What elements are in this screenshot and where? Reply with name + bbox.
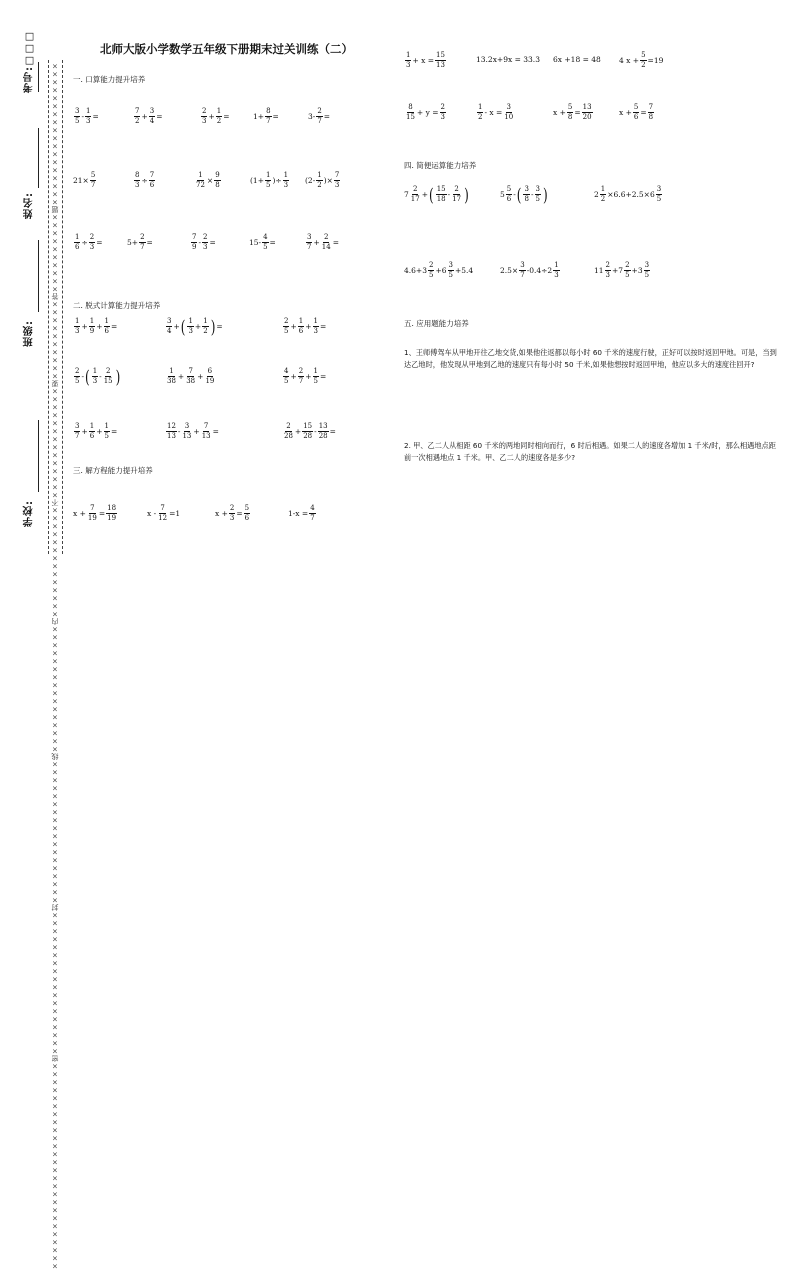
calc-6: $\frac{4}{5}$ + $\frac{2}{7}$ + $\frac{1}{5}$ = [284, 367, 327, 385]
simple-6: 11 $\frac{2}{3}$ +7 $\frac{2}{5}$ +3 $\frac{3}{5}$ [594, 261, 650, 279]
calc-4: $\frac{2}{5}$ - ( $\frac{1}{3}$ - $\frac{2}{15}$ ) [75, 366, 121, 387]
exam-no-line [38, 62, 39, 92]
seal-border-left [48, 60, 49, 554]
equation-4: 1-x = $\frac{4}{7}$ [288, 504, 315, 522]
oral-8: $\frac{1}{72}$ × $\frac{9}{8}$ [196, 171, 220, 189]
equation-6: 13.2x+9x = 33.3 [476, 55, 540, 64]
class-line [38, 240, 39, 312]
section-2-heading: 二. 脱式计算能力提升培养 [73, 301, 161, 310]
name-label: 姓名: [24, 192, 35, 219]
section-1-heading: 一. 口算能力提升培养 [73, 75, 146, 84]
equation-11: x + $\frac{5}{8}$ = $\frac{13}{20}$ [553, 103, 592, 121]
simple-2: 5 $\frac{5}{6}$ - ( $\frac{3}{8}$ - $\frac{3}{5}$ ) [500, 184, 548, 205]
oral-11: $\frac{1}{6}$ ÷ $\frac{2}{3}$ = [75, 233, 103, 251]
simple-4: 4.6+3 $\frac{2}{5}$ +6 $\frac{3}{5}$ +5.4 [404, 261, 474, 279]
oral-1: $\frac{3}{5}$ - $\frac{1}{3}$ = [75, 107, 99, 125]
equation-10: $\frac{1}{2}$ - x = $\frac{3}{10}$ [478, 103, 514, 121]
word-problem-2: 2. 甲、乙二人从相距 60 千米的两地同时相向而行，6 时后相遇。如果二人的速度各增加 1 千米/时，那么相遇地点距前一次相遇地点 1 千米。甲、乙二人的速度各是多少? [404, 441, 776, 462]
school-line [38, 420, 39, 492]
equation-1: x + $\frac{7}{19}$ = $\frac{18}{19}$ [73, 504, 117, 522]
oral-5: 3- $\frac{2}{7}$ = [308, 107, 331, 125]
simple-5: 2.5× $\frac{3}{7}$ -0.4÷2 $\frac{1}{3}$ [500, 261, 559, 279]
equation-2: x - $\frac{7}{12}$ =1 [147, 504, 181, 522]
equation-9: $\frac{8}{15}$ + y = $\frac{2}{3}$ [406, 103, 445, 121]
simple-1: 7 $\frac{2}{17}$ + ( $\frac{15}{18}$ - $\frac{2}{17}$ ) [404, 184, 469, 205]
calc-9: $\frac{2}{28}$ + $\frac{15}{28}$ - $\frac{13}{28}$ = [284, 422, 336, 440]
calc-7: $\frac{3}{7}$ + $\frac{1}{6}$ + $\frac{1}{5}$ = [75, 422, 118, 440]
section-5-heading: 五. 应用题能力培养 [404, 319, 469, 328]
word-problem-1: 1、王师傅驾车从甲地开往乙地交货,如果他往返都以每小时 60 千米的速度行驶，正好可以按时返回甲地。可是，当到达乙地时，他发现从甲地到乙地的速度只有每小时 50 千米,如果他想按时返回甲地，他应以多大的速度往回开? [404, 348, 777, 369]
page-title: 北师大版小学数学五年级下册期末过关训练（二） [100, 42, 353, 56]
oral-4: 1+ $\frac{8}{7}$ = [253, 107, 279, 125]
section-3-heading: 三. 解方程能力提升培养 [73, 466, 153, 475]
equation-5: $\frac{1}{3}$ + x = $\frac{15}{13}$ [406, 51, 445, 69]
oral-9: (1+ $\frac{1}{5}$ )÷ $\frac{1}{3}$ [250, 171, 289, 189]
oral-10: (2- $\frac{1}{2}$ )× $\frac{7}{3}$ [305, 171, 340, 189]
equation-3: x + $\frac{2}{3}$ = $\frac{5}{6}$ [215, 504, 250, 522]
calc-2: $\frac{3}{4}$ + ( $\frac{1}{3}$ + $\frac{1}{2}$ ) = [167, 316, 223, 337]
equation-7: 6x +18 = 48 [553, 55, 601, 64]
oral-14: 15- $\frac{4}{5}$ = [249, 233, 276, 251]
section-4-heading: 四. 简便运算能力培养 [404, 161, 477, 170]
oral-12: 5+ $\frac{2}{7}$ = [127, 233, 153, 251]
oral-15: $\frac{3}{7}$ + $\frac{2}{14}$ = [307, 233, 339, 251]
calc-8: $\frac{12}{13}$ - $\frac{3}{13}$ + $\frac{7}{13}$ = [167, 422, 219, 440]
simple-3: 2 $\frac{1}{2}$ ×6.6+2.5×6 $\frac{3}{5}$ [594, 185, 662, 203]
name-line [38, 128, 39, 188]
equation-8: 4 x + $\frac{5}{2}$ = 19 [619, 51, 664, 69]
calc-1: $\frac{1}{3}$ + $\frac{1}{9}$ + $\frac{1}{6}$ = [75, 317, 118, 335]
seal-line-text: ××××××××××××××××××××××××××密××××××××××××××××××封××××××××××××××××××线××××××××××××××××内××××××××××××××不××××××××××××××要××××××××××答××××××××××题×××××××××××××××××× [51, 62, 59, 1270]
oral-13: $\frac{7}{9}$ - $\frac{2}{3}$ = [192, 233, 216, 251]
seal-border-right [62, 60, 63, 554]
exam-no-label: 考号:□□□ [24, 30, 35, 93]
school-label: 学校: [24, 500, 35, 527]
equation-12: x + $\frac{5}{6}$ = $\frac{7}{8}$ [619, 103, 654, 121]
calc-5: $\frac{1}{38}$ + $\frac{7}{38}$ + $\frac{6}{19}$ [167, 367, 215, 385]
calc-3: $\frac{2}{5}$ + $\frac{1}{6}$ + $\frac{1}{3}$ = [284, 317, 327, 335]
oral-2: $\frac{7}{2}$ + $\frac{3}{4}$ = [135, 107, 163, 125]
class-label: 班级: [24, 320, 35, 347]
oral-6: 21× $\frac{5}{7}$ [73, 171, 96, 189]
oral-3: $\frac{2}{3}$ + $\frac{1}{2}$ = [202, 107, 230, 125]
oral-7: $\frac{8}{3}$ ÷ $\frac{7}{6}$ [135, 171, 155, 189]
